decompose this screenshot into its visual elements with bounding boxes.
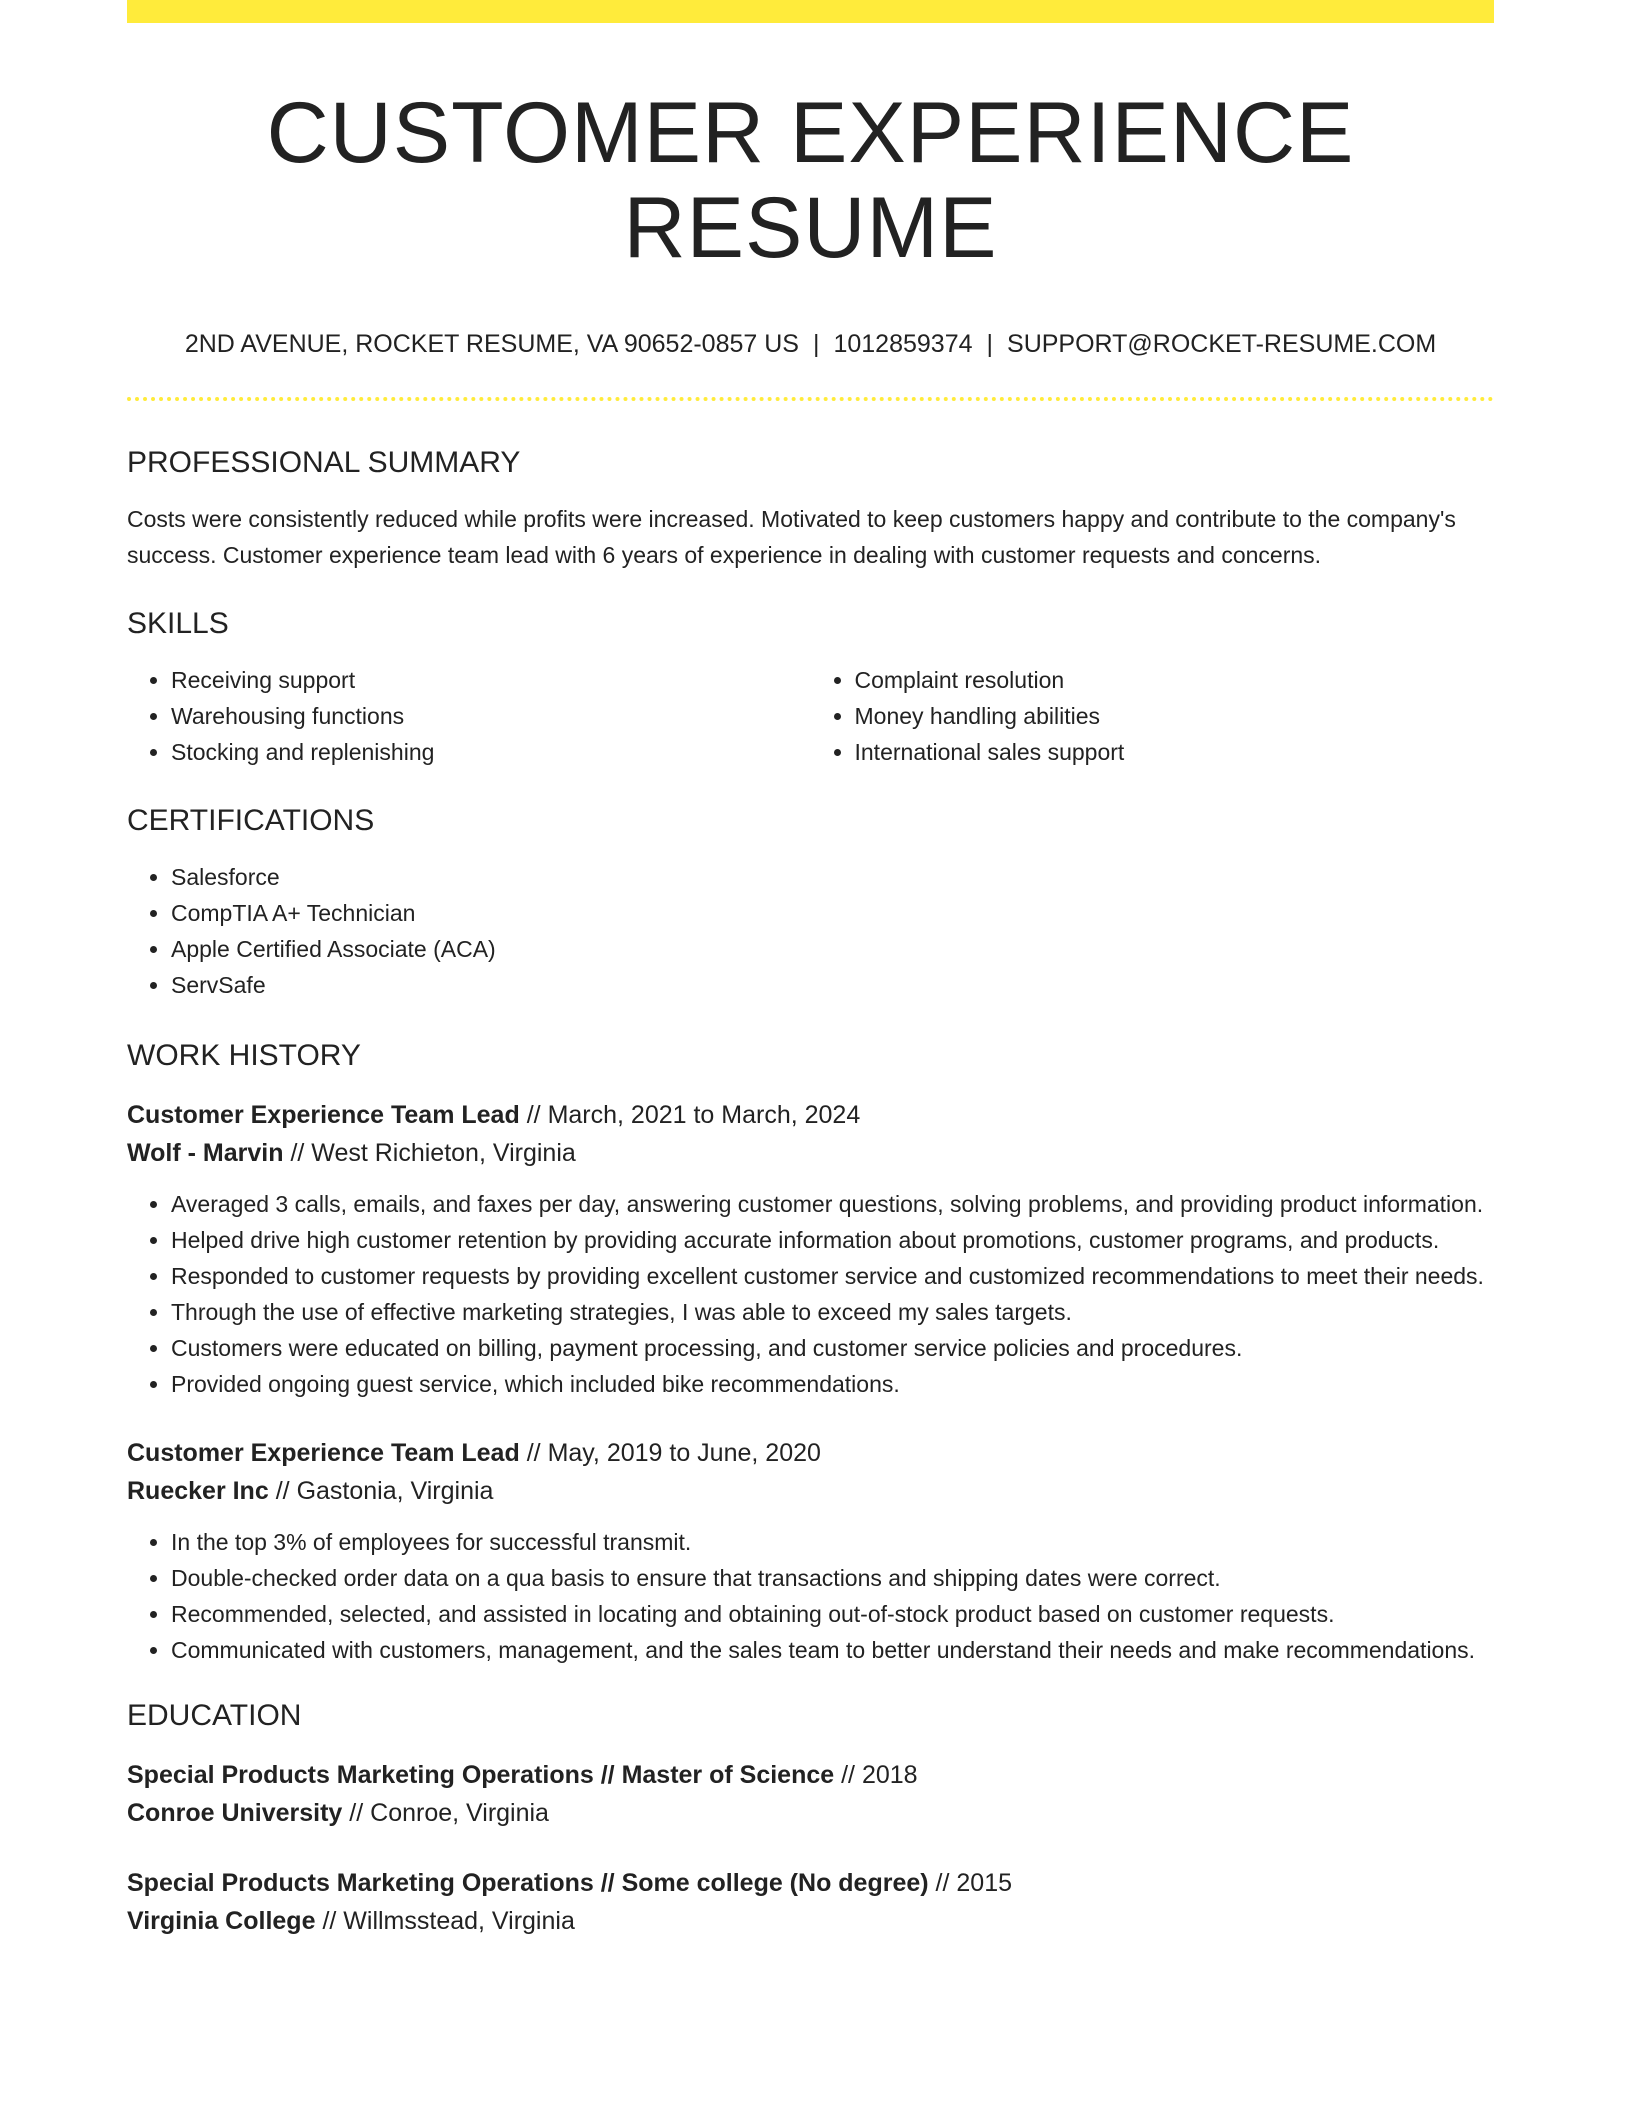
top-accent-bar: [127, 0, 1494, 23]
education-degree-line: [127, 1864, 1494, 1902]
job-bullets: [127, 1186, 1494, 1402]
summary-heading: PROFESSIONAL SUMMARY: [127, 446, 521, 480]
job-bullet: • Customers were educated on billing, payment processing, and customer service policies and procedures.: [171, 1330, 1494, 1366]
skills-column-right: [811, 662, 1495, 770]
skill-item: • Money handling abilities: [855, 698, 1495, 734]
education-heading: EDUCATION: [127, 1699, 302, 1733]
certification-item: • CompTIA A+ Technician: [171, 895, 1494, 931]
education-location: Willmsstead, Virginia: [343, 1907, 575, 1936]
job-role-line: [127, 1096, 1494, 1134]
skills-list: [127, 662, 1494, 770]
job-bullet: • Communicated with customers, management, and the sales team to better understand their needs and make recommendations.: [171, 1632, 1494, 1668]
job-bullet: • Double-checked order data on a qua basis to ensure that transactions and shipping dates were correct.: [171, 1560, 1494, 1596]
skill-item: • Receiving support: [171, 662, 811, 698]
job-bullet: • Averaged 3 calls, emails, and faxes per day, answering customer questions, solving problems, and providing product information.: [171, 1186, 1494, 1222]
job-company-line: [127, 1472, 1494, 1510]
job-entry: [127, 1434, 1494, 1668]
job-bullet: • In the top 3% of employees for successful transmit.: [171, 1524, 1494, 1560]
contact-address: 2ND AVENUE, ROCKET RESUME, VA 90652-0857 US: [184, 330, 799, 359]
job-separator: //: [290, 1139, 305, 1168]
job-location: Gastonia, Virginia: [296, 1477, 494, 1506]
job-company: Ruecker Inc: [127, 1477, 269, 1506]
dotted-divider: [127, 397, 1494, 401]
education-year: 2015: [956, 1869, 1013, 1898]
education-year: 2018: [861, 1761, 918, 1790]
skill-item: • International sales support: [855, 734, 1495, 770]
skill-item: • Complaint resolution: [855, 662, 1495, 698]
job-company: Wolf - Marvin: [127, 1139, 284, 1168]
skill-item: • Warehousing functions: [171, 698, 811, 734]
education-entry: [127, 1864, 1494, 1940]
job-entry: [127, 1096, 1494, 1402]
certifications-list: [127, 859, 1494, 1003]
job-role: Customer Experience Team Lead: [127, 1439, 520, 1468]
contact-separator: |: [812, 330, 820, 359]
job-bullet: • Recommended, selected, and assisted in locating and obtaining out-of-stock product based on customer requests.: [171, 1596, 1494, 1632]
education-degree: Special Products Marketing Operations // Some college (No degree): [127, 1869, 929, 1898]
skills-column-left: [127, 662, 811, 770]
skills-heading: SKILLS: [127, 607, 229, 641]
certification-item: • Salesforce: [171, 859, 1494, 895]
education-separator: //: [349, 1799, 364, 1828]
resume-title: CUSTOMER EXPERIENCE RESUME: [266, 85, 1355, 276]
contact-phone: 1012859374: [833, 330, 973, 359]
education-school-line: [127, 1794, 1494, 1832]
job-bullet: • Responded to customer requests by providing excellent customer service and customized recommendations to meet their needs.: [171, 1258, 1494, 1294]
education-school-line: [127, 1902, 1494, 1940]
certification-item: • Apple Certified Associate (ACA): [171, 931, 1494, 967]
summary-text: Costs were consistently reduced while profits were increased. Motivated to keep customers happy and contribute to the company's success. Customer experience team lead with 6 years of experience in dealing with customer requests and concerns.: [127, 506, 1456, 569]
resume-page: [127, 0, 1494, 1940]
contact-email: SUPPORT@ROCKET-RESUME.COM: [1007, 330, 1437, 359]
education-entry: [127, 1756, 1494, 1832]
education-school: Virginia College: [127, 1907, 316, 1936]
contact-line: [127, 329, 1494, 359]
job-separator: //: [526, 1101, 541, 1130]
job-bullet: • Through the use of effective marketing strategies, I was able to exceed my sales targets.: [171, 1294, 1494, 1330]
education-degree-line: [127, 1756, 1494, 1794]
job-dates: May, 2019 to June, 2020: [547, 1439, 821, 1468]
job-bullet: • Helped drive high customer retention by providing accurate information about promotions, customer programs, and products.: [171, 1222, 1494, 1258]
certification-item: • ServSafe: [171, 967, 1494, 1003]
job-role: Customer Experience Team Lead: [127, 1101, 520, 1130]
education-school: Conroe University: [127, 1799, 343, 1828]
job-separator: //: [275, 1477, 290, 1506]
education-degree: Special Products Marketing Operations // Master of Science: [127, 1761, 835, 1790]
contact-separator: |: [986, 330, 994, 359]
job-separator: //: [526, 1439, 541, 1468]
education-separator: //: [935, 1869, 950, 1898]
skill-item: • Stocking and replenishing: [171, 734, 811, 770]
job-location: West Richieton, Virginia: [311, 1139, 576, 1168]
job-dates: March, 2021 to March, 2024: [547, 1101, 861, 1130]
job-role-line: [127, 1434, 1494, 1472]
education-separator: //: [841, 1761, 856, 1790]
job-bullets: [127, 1524, 1494, 1668]
job-company-line: [127, 1134, 1494, 1172]
work-history-heading: WORK HISTORY: [127, 1039, 361, 1073]
education-location: Conroe, Virginia: [370, 1799, 549, 1828]
education-separator: //: [322, 1907, 337, 1936]
job-bullet: • Provided ongoing guest service, which included bike recommendations.: [171, 1366, 1494, 1402]
certifications-heading: CERTIFICATIONS: [127, 804, 375, 838]
